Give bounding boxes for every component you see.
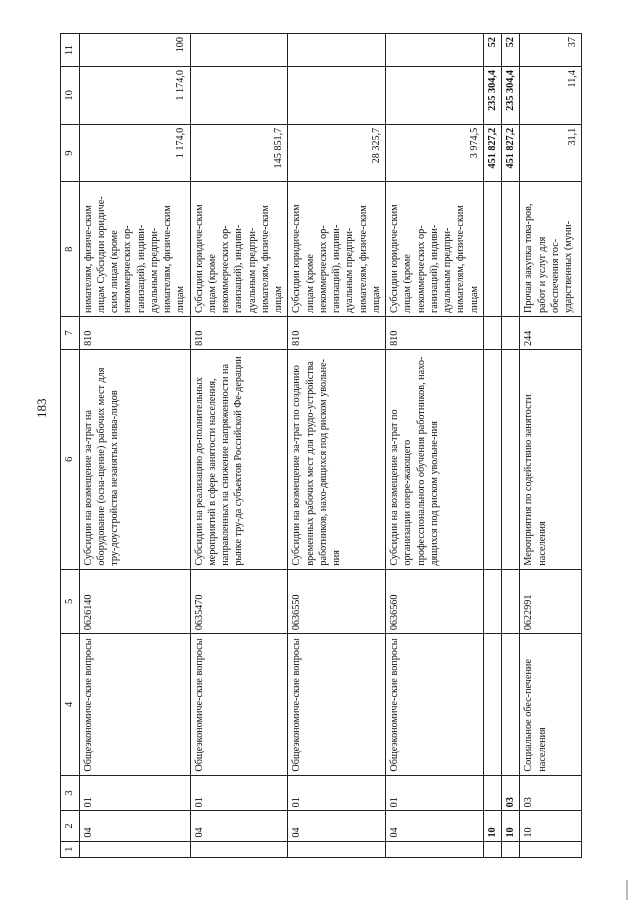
row-marker-cell <box>79 841 190 857</box>
section-code: 10 <box>502 811 520 841</box>
section-code: 04 <box>190 811 288 841</box>
executed-amount: 235 304,4 <box>502 67 520 125</box>
execution-percent: 52 <box>483 34 501 67</box>
execution-percent <box>386 34 484 67</box>
section-name: Социальное обес-печение населения <box>520 634 582 775</box>
expense-type-name: Субсидии юридиче-ским лицам (кроме некоммерческих ор-ганизаций), индиви-дуальным предпри-нимателям, физиче-ским лицам <box>386 182 484 317</box>
section-code: 10 <box>483 811 501 841</box>
executed-amount: 11,4 <box>520 67 582 125</box>
header-cell: 4 <box>61 634 80 775</box>
header-cell: 8 <box>61 182 80 317</box>
target-article-code: 0622991 <box>520 569 582 634</box>
target-article-code: 0626140 <box>79 569 190 634</box>
header-cell: 11 <box>61 34 80 67</box>
scan-edge-mark <box>626 880 628 900</box>
header-cell: 3 <box>61 775 80 811</box>
planned-amount: 451 827,2 <box>502 124 520 182</box>
execution-percent <box>190 34 288 67</box>
target-article-code: 0635470 <box>190 569 288 634</box>
subsection-code <box>483 775 501 811</box>
execution-percent <box>288 34 386 67</box>
target-article-code <box>502 569 520 634</box>
header-cell: 2 <box>61 811 80 841</box>
executed-amount <box>288 67 386 125</box>
subtotal-row <box>502 34 520 858</box>
subsection-code: 01 <box>288 775 386 811</box>
planned-amount: 3 974,5 <box>386 124 484 182</box>
expense-type-name <box>502 182 520 317</box>
page-number: 183 <box>34 398 49 418</box>
executed-amount: 235 304,4 <box>483 67 501 125</box>
article-name: Субсидии на возмещение за-трат по созданию временных рабочих мест для трудо-устройства работников, нахо-дящихся под риском увольне-ния <box>288 349 386 569</box>
executed-amount <box>386 67 484 125</box>
subsection-code: 03 <box>502 775 520 811</box>
row-marker-cell <box>190 841 288 857</box>
planned-amount: 28 325,7 <box>288 124 386 182</box>
planned-amount: 31,1 <box>520 124 582 182</box>
expense-type-code <box>483 316 501 349</box>
expense-type-name: нимателям, физиче-ским лицам Субсидии юридиче-ским лицам (кроме некоммерческих ор-ганизаций), индиви-дуальным предпри-нимателям, физиче-ским лицам <box>79 182 190 317</box>
article-name: Мероприятия по содействию занятости населения <box>520 349 582 569</box>
expense-type-code: 810 <box>386 316 484 349</box>
expense-type-code: 244 <box>520 316 582 349</box>
planned-amount: 1 174,0 <box>79 124 190 182</box>
budget-table <box>60 33 582 858</box>
execution-percent: 52 <box>502 34 520 67</box>
section-name: Общеэкономиче-ские вопросы <box>288 634 386 775</box>
table-row <box>79 34 190 858</box>
section-code: 04 <box>386 811 484 841</box>
table-row <box>520 34 582 858</box>
subsection-code: 01 <box>79 775 190 811</box>
row-marker-cell <box>483 841 501 857</box>
section-code: 04 <box>79 811 190 841</box>
expense-type-code: 810 <box>288 316 386 349</box>
header-cell: 1 <box>61 841 80 857</box>
article-name <box>483 349 501 569</box>
section-code: 10 <box>520 811 582 841</box>
table-row <box>386 34 484 858</box>
article-name: Субсидии на реализацию до-полнительных мероприятий в сфере занятости населения, направленных на снижение напряженности на рынке тру-да субъектов Российской Фе-дерации <box>190 349 288 569</box>
planned-amount: 145 851,7 <box>190 124 288 182</box>
row-marker-cell <box>520 841 582 857</box>
section-name: Общеэкономиче-ские вопросы <box>386 634 484 775</box>
section-name: Общеэкономиче-ские вопросы <box>79 634 190 775</box>
header-cell: 7 <box>61 316 80 349</box>
article-name: Субсидии на возмещение за-трат на оборудование (осна-щение) рабочих мест для тру-доустройства незанятых инва-лидов <box>79 349 190 569</box>
target-article-code: 0636550 <box>288 569 386 634</box>
section-name <box>483 634 501 775</box>
expense-type-code <box>502 316 520 349</box>
subsection-code: 01 <box>386 775 484 811</box>
article-name: Субсидии на возмещение за-трат по организации опере-жающего профессионального обучения работников, нахо-дящихся под риском увольне-ния <box>386 349 484 569</box>
expense-type-code: 810 <box>190 316 288 349</box>
execution-percent: 100 <box>79 34 190 67</box>
target-article-code <box>483 569 501 634</box>
header-cell: 10 <box>61 67 80 125</box>
rotated-table-wrapper <box>60 33 602 858</box>
section-code: 04 <box>288 811 386 841</box>
section-name: Общеэкономиче-ские вопросы <box>190 634 288 775</box>
subsection-code: 01 <box>190 775 288 811</box>
target-article-code: 0636560 <box>386 569 484 634</box>
table-row <box>190 34 288 858</box>
table-row <box>288 34 386 858</box>
subsection-code: 03 <box>520 775 582 811</box>
header-cell: 9 <box>61 124 80 182</box>
header-cell: 6 <box>61 349 80 569</box>
header-cell: 5 <box>61 569 80 634</box>
section-name <box>502 634 520 775</box>
header-row <box>61 34 80 858</box>
planned-amount: 451 827,2 <box>483 124 501 182</box>
expense-type-code: 810 <box>79 316 190 349</box>
expense-type-name: Субсидии юридиче-ским лицам (кроме некоммерческих ор-ганизаций), индиви-дуальным предпри-нимателям, физиче-ским лицам <box>288 182 386 317</box>
execution-percent: 37 <box>520 34 582 67</box>
expense-type-name: Субсидии юридиче-ским лицам (кроме некоммерческих ор-ганизаций), индиви-дуальным предпри-нимателям, физиче-ским лицам <box>190 182 288 317</box>
subtotal-row <box>483 34 501 858</box>
row-marker-cell <box>502 841 520 857</box>
executed-amount: 1 174,0 <box>79 67 190 125</box>
expense-type-name <box>483 182 501 317</box>
row-marker-cell <box>386 841 484 857</box>
executed-amount <box>190 67 288 125</box>
row-marker-cell <box>288 841 386 857</box>
expense-type-name: Прочая закупка това-ров, работ и услуг для обеспечения гос-ударственных (муни- <box>520 182 582 317</box>
article-name <box>502 349 520 569</box>
